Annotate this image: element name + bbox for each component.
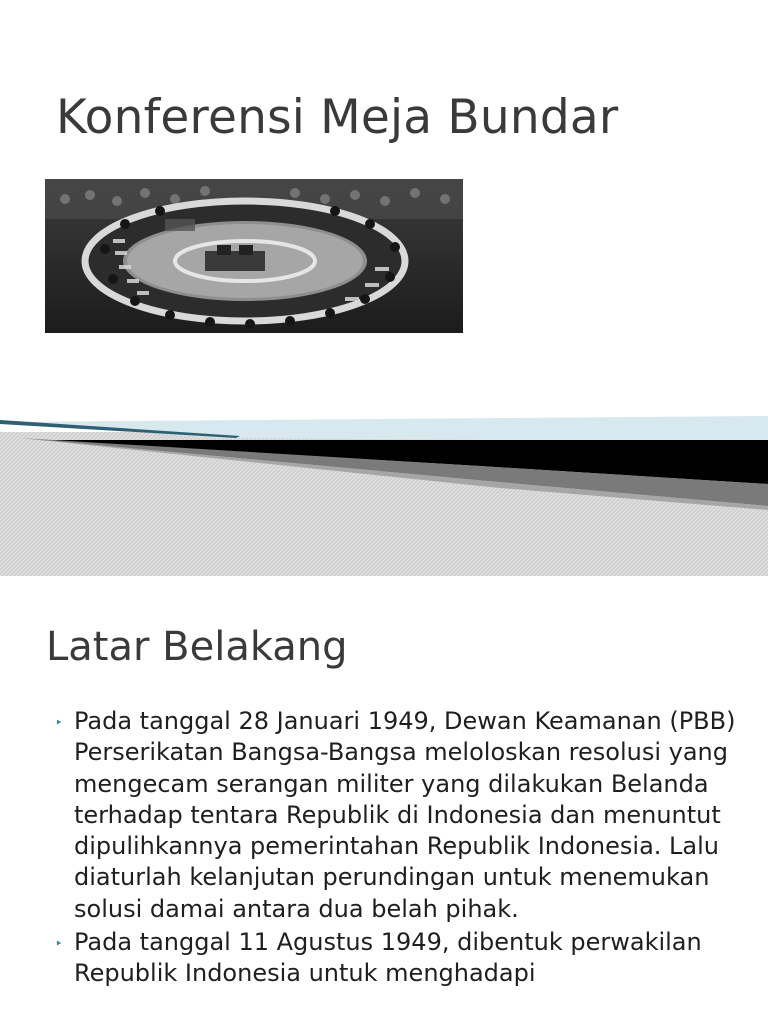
bullet-item <box>46 927 746 990</box>
bullet-text: Pada tanggal 11 Agustus 1949, dibentuk perwakilan Republik Indonesia untuk menghadapi <box>74 928 702 988</box>
decorative-band-graphic <box>0 410 768 576</box>
decorative-band <box>0 410 768 576</box>
conference-photo <box>45 179 463 333</box>
bullet-arrow-icon: ‣ <box>55 716 63 731</box>
slide-title: Konferensi Meja Bundar <box>56 90 619 145</box>
section-title: Latar Belakang <box>46 624 348 670</box>
bullet-arrow-icon: ‣ <box>55 937 63 953</box>
bullet-list <box>46 706 746 992</box>
conference-photo-image <box>45 179 463 333</box>
bullet-item <box>46 706 746 925</box>
content-slide <box>0 576 768 1024</box>
bullet-text: Pada tanggal 28 Januari 1949, Dewan Keamanan (PBB) Perserikatan Bangsa-Bangsa meloloskan resolusi yang mengecam serangan militer yang dilakukan Belanda terhadap tentara Republik di Indonesia dan menuntut dipulihkannya pemerintahan Republik Indonesia. Lalu diaturlah kelanjutan perundingan untuk menemukan solusi damai antara dua belah pihak. <box>74 707 736 923</box>
